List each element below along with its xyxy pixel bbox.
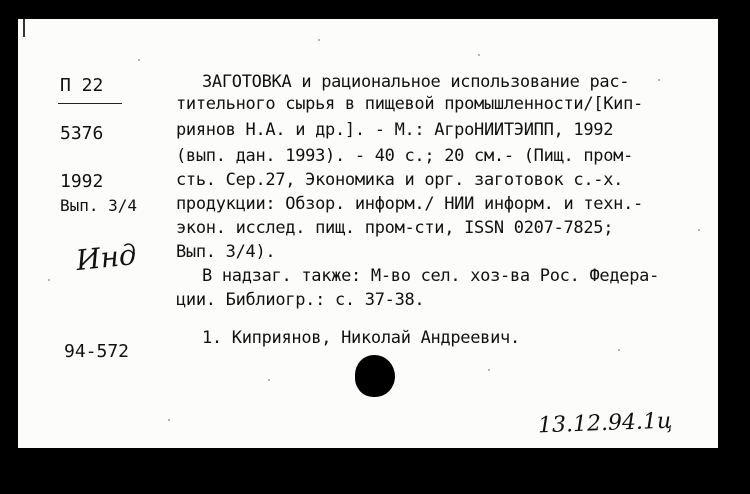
description-line: сть. Сер.27, Экономика и орг. заготовок с.-х. xyxy=(176,170,624,190)
scan-speck xyxy=(478,54,480,56)
description-line: ЗАГОТОВКА и рациональное использование рас- xyxy=(202,72,630,92)
scan-speck xyxy=(318,39,320,41)
scan-speck xyxy=(268,379,270,381)
year: 1992 xyxy=(60,171,104,192)
note-line: ции. Библиогр.: с. 37-38. xyxy=(176,290,425,310)
card-edge-mark xyxy=(23,19,33,37)
index-code: П 22 xyxy=(60,75,104,96)
tracing-entry: 1. Киприянов, Николай Андреевич. xyxy=(202,328,520,348)
index-underline xyxy=(58,103,122,104)
scan-speck xyxy=(488,369,490,371)
ink-blot xyxy=(355,355,395,397)
description-line: Вып. 3/4). xyxy=(176,242,276,262)
description-line: риянов Н.А. и др.]. - М.: АгроНИИТЭИПП, 1992 xyxy=(176,120,614,140)
scan-speck xyxy=(618,349,620,351)
description-line: продукции: Обзор. информ./ НИИ информ. и техн.- xyxy=(176,194,643,214)
scan-speck xyxy=(698,229,700,231)
scan-speck xyxy=(48,279,50,281)
description-line: экон. исслед. пищ. пром-сти, ISSN 0207-7825; xyxy=(176,218,614,238)
scan-speck xyxy=(658,79,660,81)
description-line: тительного сырья в пищевой промышленности/[Кип- xyxy=(176,94,643,114)
note-line: В надзаг. также: М-во сел. хоз-ва Рос. Федера- xyxy=(202,266,660,286)
handwritten-date: 13.12.94.1ц xyxy=(537,408,673,439)
scan-speck xyxy=(168,419,170,421)
catalog-card xyxy=(18,19,718,448)
call-number: 5376 xyxy=(60,123,104,144)
handwritten-mark: Инд xyxy=(74,237,139,278)
inventory-number: 94-572 xyxy=(64,341,130,362)
scan-speck xyxy=(138,59,140,61)
description-line: (вып. дан. 1993). - 40 с.; 20 см.- (Пищ. пром- xyxy=(176,146,634,166)
issue-number: Вып. 3/4 xyxy=(60,196,138,215)
